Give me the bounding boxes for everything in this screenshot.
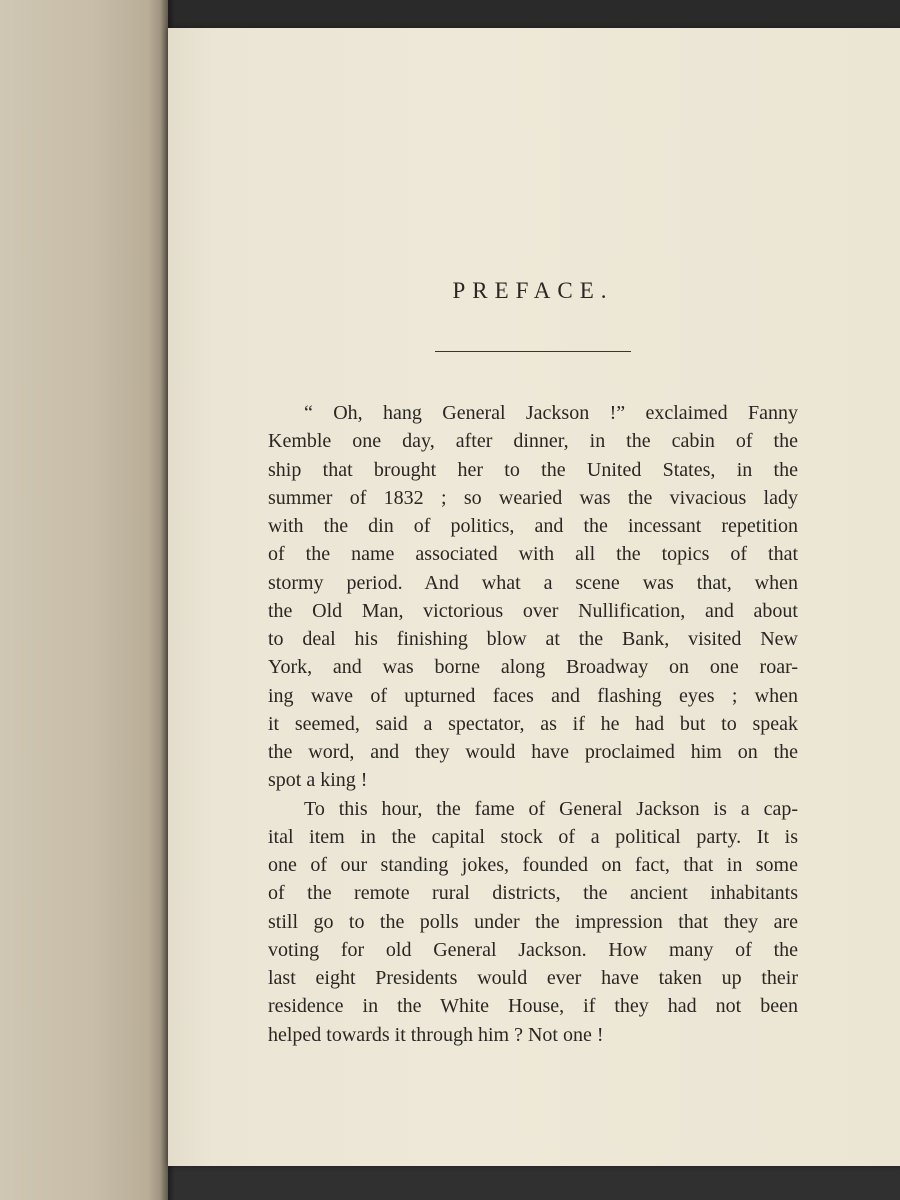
text-line: the word, and they would have proclaimed him on the — [268, 741, 798, 763]
text-line: it seemed, said a spectator, as if he had but to speak — [268, 712, 798, 735]
right-page — [168, 28, 900, 1166]
text-line: with the din of politics, and the incessant repetition — [268, 515, 798, 537]
text-line: still go to the polls under the impression that they are — [268, 910, 798, 933]
text-line: voting for old General Jackson. How many of the — [268, 938, 798, 961]
text-line: To this hour, the fame of General Jackson is a cap- — [304, 797, 798, 820]
preface-body — [268, 399, 798, 1049]
heading-rule — [435, 351, 631, 352]
text-line: of the remote rural districts, the ancient inhabitants — [268, 882, 798, 905]
text-line: helped towards it through him ? Not one ! — [268, 1023, 604, 1046]
text-line: one of our standing jokes, founded on fact, that in some — [268, 854, 798, 876]
text-line: residence in the White House, if they had not been — [268, 995, 798, 1018]
left-page-edge — [0, 0, 168, 1200]
paragraph-2 — [268, 795, 798, 1049]
text-line: ship that brought her to the United States, in the — [268, 458, 798, 481]
text-line: to deal his finishing blow at the Bank, visited New — [268, 628, 798, 650]
text-line: York, and was borne along Broadway on one roar- — [268, 656, 798, 679]
text-line: of the name associated with all the topics of that — [268, 543, 798, 566]
text-line: Kemble one day, after dinner, in the cabin of the — [268, 430, 798, 453]
page-heading: PREFACE. — [452, 278, 614, 303]
text-line: ing wave of upturned faces and flashing eyes ; when — [268, 684, 798, 707]
text-line: last eight Presidents would ever have taken up their — [268, 967, 798, 989]
text-line: summer of 1832 ; so wearied was the vivacious lady — [268, 486, 798, 509]
paragraph-1 — [268, 399, 798, 795]
text-line: stormy period. And what a scene was that, when — [268, 571, 798, 594]
text-line: ital item in the capital stock of a political party. It is — [268, 825, 798, 848]
text-line: spot a king ! — [268, 769, 368, 792]
text-line: the Old Man, victorious over Nullification, and about — [268, 599, 798, 622]
text-line: “ Oh, hang General Jackson !” exclaimed Fanny — [304, 402, 798, 424]
